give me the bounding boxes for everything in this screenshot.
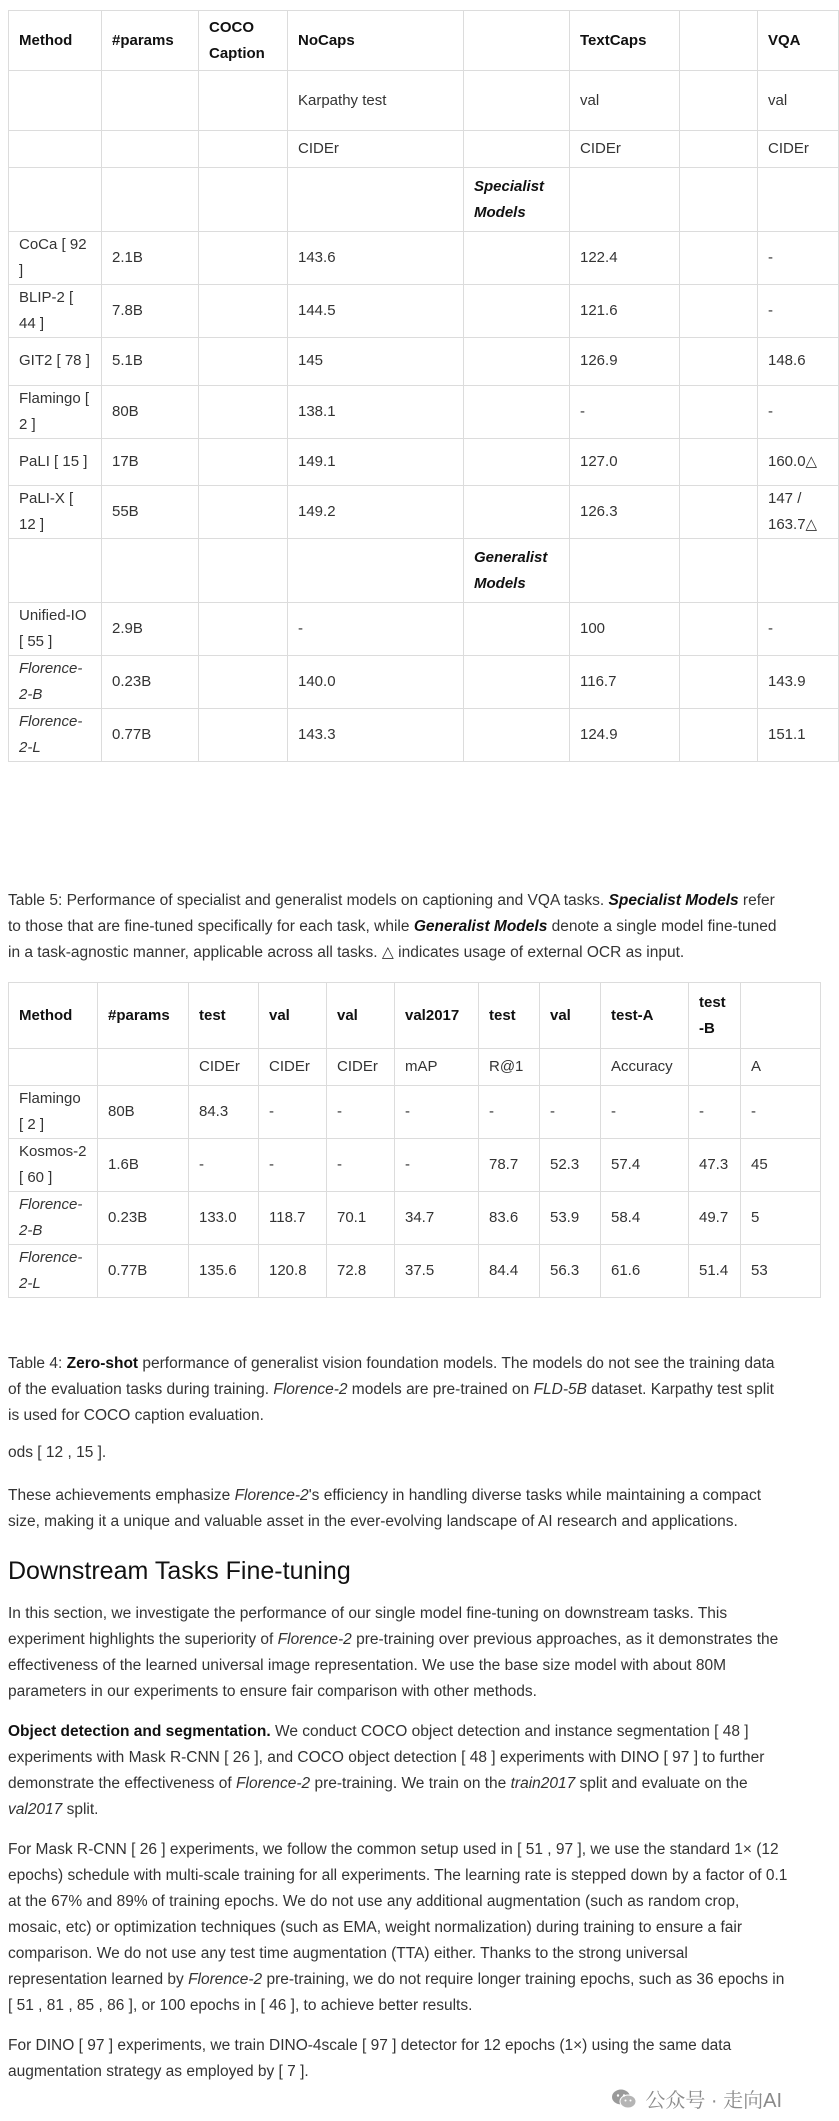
table4-header-row — [9, 983, 821, 1049]
table-cell: 151.1 — [758, 709, 839, 762]
paragraph-text: These achievements emphasize — [8, 1487, 235, 1504]
table-cell: - — [327, 1139, 395, 1192]
table-cell: PaLI [ 15 ] — [9, 438, 102, 486]
table-cell: 133.0 — [189, 1192, 259, 1245]
table-cell: - — [259, 1139, 327, 1192]
table-cell: 121.6 — [570, 285, 680, 338]
table4-header-cell: test-B — [689, 983, 741, 1049]
table-cell — [199, 338, 288, 386]
table-cell — [464, 232, 570, 285]
table5-cell — [680, 71, 758, 131]
table4-metric-row — [9, 1049, 821, 1086]
table5-container — [8, 10, 818, 762]
table-cell: 116.7 — [570, 656, 680, 709]
specialist-section-label: Specialist Models — [464, 168, 570, 232]
caption-text: denote a single model fine-tuned in a task-agnostic manner, applicable across all tasks. △ indicates usage of external OCR as input. — [8, 918, 777, 961]
table5-caption — [8, 888, 788, 966]
table-cell: 55B — [102, 486, 199, 539]
table4 — [8, 982, 821, 1298]
paragraph-bold-lead: Object detection and segmentation. — [8, 1723, 271, 1740]
table-cell — [680, 285, 758, 338]
table5-cell — [570, 539, 680, 603]
caption-text: refer to those that are fine-tuned specifically for each task, while — [8, 892, 775, 935]
table-cell: - — [758, 232, 839, 285]
table4-header-cell: Method — [9, 983, 98, 1049]
caption-text: dataset. Karpathy test split is used for COCO caption evaluation. — [8, 1381, 774, 1424]
table4-body — [9, 1086, 821, 1298]
table5-header-cell: COCO Caption — [199, 11, 288, 71]
caption-emphasis: Specialist Models — [608, 892, 739, 909]
table-cell: 143.3 — [288, 709, 464, 762]
table-cell: 5 — [741, 1192, 821, 1245]
table-cell: Flamingo [ 2 ] — [9, 1086, 98, 1139]
table4-cell — [9, 1049, 98, 1086]
table4-header-cell: val — [540, 983, 601, 1049]
table-cell: 127.0 — [570, 438, 680, 486]
table-cell — [199, 232, 288, 285]
table-cell: 126.9 — [570, 338, 680, 386]
table4-header-cell: val — [259, 983, 327, 1049]
table-cell: - — [288, 603, 464, 656]
table-cell: 47.3 — [689, 1139, 741, 1192]
table5-cell — [102, 168, 199, 232]
table5-cell: CIDEr — [758, 131, 839, 168]
table-cell: 126.3 — [570, 486, 680, 539]
table5-header-cell: TextCaps — [570, 11, 680, 71]
table5-row — [9, 438, 839, 486]
table-cell: PaLI-X [ 12 ] — [9, 486, 102, 539]
table-cell: - — [327, 1086, 395, 1139]
table4-row — [9, 1139, 821, 1192]
table4-header-cell: #params — [98, 983, 189, 1049]
table-cell: 80B — [102, 385, 199, 438]
caption-emphasis: FLD-5B — [533, 1381, 587, 1398]
table-cell: - — [601, 1086, 689, 1139]
table4-cell: Accuracy — [601, 1049, 689, 1086]
table-cell — [680, 603, 758, 656]
table-cell: 7.8B — [102, 285, 199, 338]
table-cell: Unified-IO [ 55 ] — [9, 603, 102, 656]
paragraph-emphasis: val2017 — [8, 1801, 63, 1818]
table5-section-row — [9, 539, 839, 603]
table5-cell — [680, 168, 758, 232]
watermark — [611, 2084, 782, 2113]
table5-specialist-body — [9, 232, 839, 539]
table4-row — [9, 1192, 821, 1245]
table5-cell — [288, 168, 464, 232]
table5-row — [9, 656, 839, 709]
table4-header-cell: test-A — [601, 983, 689, 1049]
table-cell: - — [479, 1086, 540, 1139]
table-cell: 84.4 — [479, 1245, 540, 1298]
table4-cell — [98, 1049, 189, 1086]
table-cell: 149.1 — [288, 438, 464, 486]
paragraph-emphasis: Florence-2 — [234, 1487, 309, 1504]
table5-cell — [102, 131, 199, 168]
table-cell: - — [758, 603, 839, 656]
table-cell — [680, 438, 758, 486]
table-cell: 149.2 — [288, 486, 464, 539]
watermark-text: 公众号 · 走向AI — [645, 2090, 782, 2112]
table-cell: Florence-2-B — [9, 1192, 98, 1245]
table-cell: 100 — [570, 603, 680, 656]
table5-cell — [9, 539, 102, 603]
table-cell: 78.7 — [479, 1139, 540, 1192]
table-cell: 53 — [741, 1245, 821, 1298]
table-cell: - — [689, 1086, 741, 1139]
table-cell: 72.8 — [327, 1245, 395, 1298]
table5-cell — [570, 168, 680, 232]
table4-header-cell: test — [479, 983, 540, 1049]
caption-emphasis: Generalist Models — [413, 918, 548, 935]
table5-cell — [680, 539, 758, 603]
table5-header-cell — [680, 11, 758, 71]
paragraph-intro — [8, 1601, 788, 1705]
table-cell — [464, 603, 570, 656]
table5-cell — [199, 131, 288, 168]
wechat-icon — [611, 2088, 637, 2110]
paragraph-emphasis: train2017 — [510, 1775, 576, 1792]
table-cell: 70.1 — [327, 1192, 395, 1245]
table-cell: - — [395, 1139, 479, 1192]
table-cell: 52.3 — [540, 1139, 601, 1192]
table5-row — [9, 285, 839, 338]
table5-cell: val — [758, 71, 839, 131]
paragraph-text: We conduct COCO object detection and instance segmentation [ 48 ] experiments with Mask R-CNN [ 26 ], and COCO object detection [ 48 ] experiments with DINO [ 97 ] to further demonstrate the effectiveness of — [8, 1723, 765, 1792]
table4-header-cell — [741, 983, 821, 1049]
paragraph-text: 's efficiency in handling diverse tasks while maintaining a compact size, making it a unique and valuable asset in the ever-evolving landscape of AI research and applications. — [8, 1487, 762, 1530]
table-cell: 56.3 — [540, 1245, 601, 1298]
table-cell: - — [395, 1086, 479, 1139]
caption-text: Table 5: Performance of specialist and generalist models on captioning and VQA tasks. — [8, 892, 609, 909]
table-cell: - — [540, 1086, 601, 1139]
table5-cell — [199, 539, 288, 603]
table-cell: 135.6 — [189, 1245, 259, 1298]
table-cell: 148.6 — [758, 338, 839, 386]
paragraph-ods: ods [ 12 , 15 ]. — [8, 1444, 107, 1461]
table-cell: 144.5 — [288, 285, 464, 338]
table-cell — [680, 385, 758, 438]
table-cell — [199, 385, 288, 438]
table-cell: Florence-2-B — [9, 656, 102, 709]
table-cell: Flamingo [ 2 ] — [9, 385, 102, 438]
table-cell: Florence-2-L — [9, 1245, 98, 1298]
table5-cell — [464, 71, 570, 131]
table-cell — [464, 709, 570, 762]
paragraph-dino: For DINO [ 97 ] experiments, we train DINO-4scale [ 97 ] detector for 12 epochs (1×) using the same data augmentation strategy as employed by [ 7 ]. — [8, 2037, 732, 2080]
table-cell: 2.1B — [102, 232, 199, 285]
table-cell: 5.1B — [102, 338, 199, 386]
table-cell: 120.8 — [259, 1245, 327, 1298]
table-cell: BLIP-2 [ 44 ] — [9, 285, 102, 338]
table4-cell: CIDEr — [259, 1049, 327, 1086]
table4-container — [8, 982, 788, 1298]
table-cell: 122.4 — [570, 232, 680, 285]
table5-header-cell: Method — [9, 11, 102, 71]
table5-split-row — [9, 71, 839, 131]
table-cell: - — [189, 1139, 259, 1192]
table5-header-cell: NoCaps — [288, 11, 464, 71]
table4-caption — [8, 1351, 788, 1429]
table-cell — [199, 438, 288, 486]
table5-cell — [9, 131, 102, 168]
caption-text: models are pre-trained on — [347, 1381, 534, 1398]
table-cell: - — [758, 385, 839, 438]
table5-cell — [102, 539, 199, 603]
table-cell — [464, 385, 570, 438]
table-cell: 0.77B — [102, 709, 199, 762]
table4-header-cell: val — [327, 983, 395, 1049]
table-cell: 83.6 — [479, 1192, 540, 1245]
table-cell: 80B — [98, 1086, 189, 1139]
table-cell: - — [741, 1086, 821, 1139]
table-cell — [680, 338, 758, 386]
table-cell: 51.4 — [689, 1245, 741, 1298]
caption-emphasis: Florence-2 — [273, 1381, 348, 1398]
table5-cell — [199, 71, 288, 131]
table-cell: GIT2 [ 78 ] — [9, 338, 102, 386]
table5-header-cell — [464, 11, 570, 71]
generalist-section-label: Generalist Models — [464, 539, 570, 603]
table-cell: Kosmos-2 [ 60 ] — [9, 1139, 98, 1192]
table5-row — [9, 603, 839, 656]
table-cell: 143.6 — [288, 232, 464, 285]
table5-cell — [9, 71, 102, 131]
paragraph-text: pre-training. We train on the — [310, 1775, 511, 1792]
paragraph-emphasis: Florence-2 — [277, 1631, 352, 1648]
table-cell — [680, 709, 758, 762]
table5-cell — [199, 168, 288, 232]
table5-row — [9, 709, 839, 762]
table-cell: 61.6 — [601, 1245, 689, 1298]
table-cell — [464, 338, 570, 386]
paragraph-text: For Mask R-CNN [ 26 ] experiments, we follow the common setup used in [ 51 , 97 ], we use the standard 1× (12 epochs) schedule with multi-scale training for all experiments. The learning rate is stepped down by a factor of 0.1 at the 67% and 89% of training epochs. We do not use any additional augmentation (such as random crop, mosaic, etc) or optimization techniques (such as EMA, weight normalization) during training to ensure a fair comparison. We do not use any test time augmentation (TTA) either. Thanks to the strong universal representation learned by — [8, 1841, 788, 1988]
table-cell: 138.1 — [288, 385, 464, 438]
table5-cell: val — [570, 71, 680, 131]
table-cell: CoCa [ 92 ] — [9, 232, 102, 285]
table4-row — [9, 1245, 821, 1298]
table-cell: 58.4 — [601, 1192, 689, 1245]
table-cell: 57.4 — [601, 1139, 689, 1192]
table4-cell: A — [741, 1049, 821, 1086]
caption-text: Table 4: — [8, 1355, 67, 1372]
table-cell — [199, 603, 288, 656]
table-cell: 160.0△ — [758, 438, 839, 486]
table5-cell — [464, 131, 570, 168]
caption-emphasis: Zero-shot — [66, 1355, 139, 1372]
table4-cell — [689, 1049, 741, 1086]
table4-cell — [540, 1049, 601, 1086]
table5-cell — [758, 168, 839, 232]
table-cell: - — [570, 385, 680, 438]
table-cell — [464, 285, 570, 338]
table5-section-row — [9, 168, 839, 232]
table4-header-cell: test — [189, 983, 259, 1049]
table-cell: 147 / 163.7△ — [758, 486, 839, 539]
table5-metric-row — [9, 131, 839, 168]
table4-cell: mAP — [395, 1049, 479, 1086]
paragraph-emphasis: Florence-2 — [188, 1971, 263, 1988]
table-cell: 124.9 — [570, 709, 680, 762]
table5-header-cell: #params — [102, 11, 199, 71]
table5-cell — [102, 71, 199, 131]
table5-header-row — [9, 11, 839, 71]
table5-cell — [680, 131, 758, 168]
paragraph-text: split and evaluate on the — [575, 1775, 748, 1792]
table4-cell: CIDEr — [327, 1049, 395, 1086]
table-cell — [680, 486, 758, 539]
section-heading: Downstream Tasks Fine-tuning — [8, 1557, 351, 1585]
table-cell: 145 — [288, 338, 464, 386]
table-cell — [199, 285, 288, 338]
table4-cell: CIDEr — [189, 1049, 259, 1086]
paragraph-detection — [8, 1719, 788, 1823]
table5-row — [9, 385, 839, 438]
table-cell: 2.9B — [102, 603, 199, 656]
table-cell — [199, 709, 288, 762]
table5-cell: CIDEr — [570, 131, 680, 168]
table-cell: 49.7 — [689, 1192, 741, 1245]
table-cell: 0.77B — [98, 1245, 189, 1298]
table-cell: 140.0 — [288, 656, 464, 709]
table-cell: 37.5 — [395, 1245, 479, 1298]
paragraph-achievements — [8, 1483, 788, 1535]
table5-row — [9, 338, 839, 386]
table-cell: - — [758, 285, 839, 338]
table-cell: - — [259, 1086, 327, 1139]
table-cell: Florence-2-L — [9, 709, 102, 762]
table-cell: 53.9 — [540, 1192, 601, 1245]
table5-row — [9, 486, 839, 539]
paragraph-text: pre-training over previous approaches, as it demonstrates the effectiveness of the learned universal image representation. We use the base size model with about 80M parameters in our experiments to ensure fair comparison with other methods. — [8, 1631, 779, 1700]
table-cell — [199, 486, 288, 539]
table5 — [8, 10, 839, 762]
table-cell: 0.23B — [98, 1192, 189, 1245]
table4-cell: R@1 — [479, 1049, 540, 1086]
table-cell — [464, 486, 570, 539]
table-cell: 118.7 — [259, 1192, 327, 1245]
table-cell — [199, 656, 288, 709]
table5-header-cell: VQA — [758, 11, 839, 71]
table5-cell — [9, 168, 102, 232]
table5-cell — [758, 539, 839, 603]
caption-text: performance of generalist vision foundation models. The models do not see the training data of the evaluation tasks during training. — [8, 1355, 775, 1398]
table-cell: 84.3 — [189, 1086, 259, 1139]
table-cell: 143.9 — [758, 656, 839, 709]
paragraph-text: pre-training, we do not require longer training epochs, such as 36 epochs in [ 51 , 81 , 85 , 86 ], or 100 epochs in [ 46 ], to achieve better results. — [8, 1971, 785, 2014]
table-cell — [464, 656, 570, 709]
table-cell: 1.6B — [98, 1139, 189, 1192]
table5-row — [9, 232, 839, 285]
table-cell — [680, 232, 758, 285]
paragraph-emphasis: Florence-2 — [236, 1775, 311, 1792]
table-cell: 0.23B — [102, 656, 199, 709]
table5-cell: CIDEr — [288, 131, 464, 168]
table5-cell — [288, 539, 464, 603]
table4-header-cell: val2017 — [395, 983, 479, 1049]
table5-cell: Karpathy test — [288, 71, 464, 131]
table-cell: 34.7 — [395, 1192, 479, 1245]
table-cell — [680, 656, 758, 709]
table4-row — [9, 1086, 821, 1139]
table5-generalist-body — [9, 603, 839, 762]
table-cell: 45 — [741, 1139, 821, 1192]
paragraph-mask-rcnn — [8, 1837, 788, 2019]
table-cell — [464, 438, 570, 486]
table-cell: 17B — [102, 438, 199, 486]
paragraph-text: In this section, we investigate the performance of our single model fine-tuning on downstream tasks. This experiment highlights the superiority of — [8, 1605, 728, 1648]
paragraph-text: split. — [62, 1801, 99, 1818]
